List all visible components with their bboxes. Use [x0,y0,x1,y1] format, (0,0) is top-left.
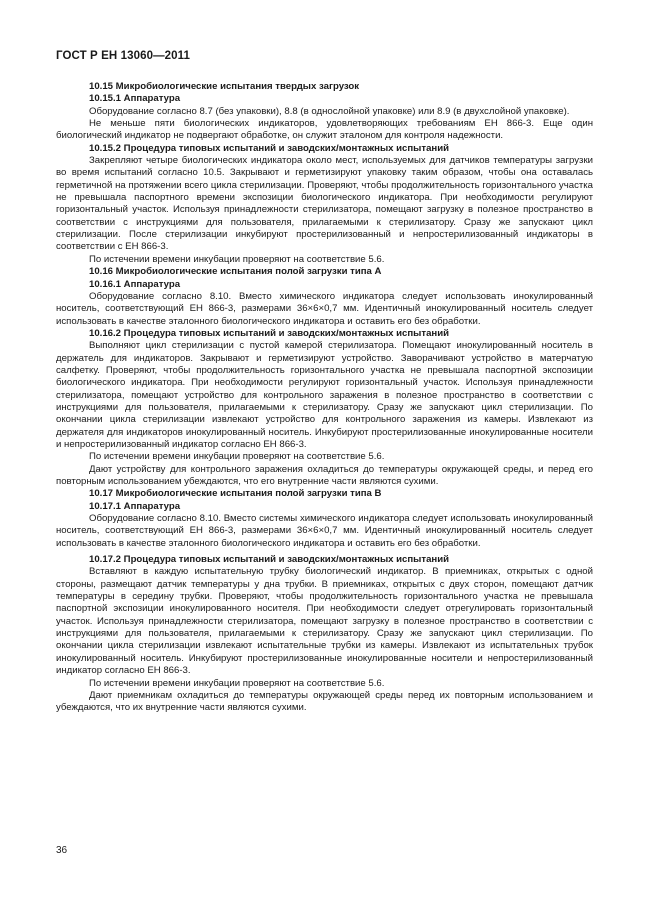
subsection-heading: 10.17.2 Процедура типовых испытаний и заводских/монтажных испытаний [89,554,449,566]
subsection-heading: 10.17.1 Аппаратура [89,500,181,512]
section-heading: 10.15 Микробиологические испытания твердых загрузок [89,81,360,92]
section-heading: 10.16 Микробиологические испытания полой загрузки типа А [89,266,382,278]
paragraph: Дают приемникам охладиться до температуры окружающей среды перед их повторным использованием и убеждаются, что их внутренние части являются сухими. [56,689,593,714]
subsection-heading: 10.15.2 Процедура типовых испытаний и заводских/монтажных испытаний [89,142,449,154]
standard-header: ГОСТ Р ЕН 13060—2011 [56,50,191,62]
paragraph: По истечении времени инкубации проверяют на соответствие 5.6. [89,677,385,689]
paragraph: Не меньше пяти биологических индикаторов, удовлетворяющих требованиям ЕН 866-3. Еще один биологический индикатор не подвергают обработке, он служит эталоном для контроля надежности. [56,118,593,142]
paragraph: Закрепляют четыре биологических индикатора около мест, используемых для датчиков температуры загрузки во время испытаний согласно 10.5. Закрывают и герметизируют упаковку таким образом, чтобы она оставалась герметичной на протяжении всего цикла стерилизации. Проверяют, чтобы продолжительность горизонтального участка не превышала паспортного времени экспозиции биологического индикатора. При необходимости регулируют горизонтальный участок. Используя принадлежности стерилизатора, помещают загрузку в полезное пространство в соответствии с инструкциями для пользователя, прилагаемыми к стерилизатору. Сразу же запускают цикл стерилизации. После стерилизации инкубируют простерилизованный и непростерилизованный индикаторы в соответствии с ЕН 866-3. [56,155,593,253]
document-body [56,81,593,715]
section-heading: 10.17 Микробиологические испытания полой загрузки типа В [89,488,382,500]
paragraph: Оборудование согласно 8.10. Вместо системы химического индикатора следует использовать инокулированный носитель, соответствующий ЕН 866-3, размерами 36×6×0,7 мм. Идентичный инокулированный носитель следует использовать в качестве эталонного биологического индикатора и оставить его без обработки. [56,513,593,549]
paragraph: Дают устройству для контрольного заражения охладиться до температуры окружающей среды, и перед его повторным использованием убеждаются, что его внутренние части являются сухими. [56,463,593,487]
paragraph: Оборудование согласно 8.7 (без упаковки), 8.8 (в однослойной упаковке) или 8.9 (в двухслойной упаковке). [89,105,570,117]
paragraph: Выполняют цикл стерилизации с пустой камерой стерилизатора. Помещают инокулированный носитель в держатель для индикаторов. Закрывают и герметизируют устройство. Заворачивают устройство в матерчатую салфетку. Проверяют, чтобы продолжительность горизонтального участка не превышала паспортной экспозиции биологического индикатора. При необходимости регулируют горизонтальный участок. Используя принадлежности стерилизатора, помещают устройство для контрольного заражения в полезное пространство в соответствии с инструкциями для пользователя, прилагаемыми к стерилизатору. Сразу же запускают цикл стерилизации. По окончании цикла стерилизации извлекают устройство для контрольного заражения из камеры. Извлекают из держателя для индикаторов инокулированный носитель. Инкубируют простерилизованные инокулированные носители и непростерилизованный индикатор согласно ЕН 866-3. [56,340,593,450]
page-number: 36 [56,845,68,856]
paragraph: Вставляют в каждую испытательную трубку биологический индикатор. В приемниках, открытых с одной стороны, размещают датчик температуры у дна трубки. В приемниках, открытых с двух сторон, помещают датчик температуры в середину трубки. Проверяют, чтобы продолжительность горизонтального участка не превышала паспортной экспозиции инокулированного носителя. При необходимости следует отрегулировать горизонтальный участок. Используя принадлежности стерилизатора, помещают загрузку в полезное пространство в соответствии с инструкциями для пользователя, прилагаемыми к стерилизатору. Сразу же запускают цикл стерилизации. По окончании цикла стерилизации извлекают испытательные трубки из камеры. Извлекают из испытательных трубок инокулированный носитель. Инкубируют простерилизованные инокулированные носители и непростерилизованный индикатор согласно ЕН 866-3. [56,566,593,677]
paragraph: По истечении времени инкубации проверяют на соответствие 5.6. [89,253,385,265]
paragraph: Оборудование согласно 8.10. Вместо химического индикатора следует использовать инокулированный носитель, соответствующий ЕН 866-3, размерами 36×6×0,7 мм. Идентичный инокулированный носитель следует использовать в качестве эталонного биологического индикатора и оставить его без обработки. [56,290,593,327]
subsection-heading: 10.16.1 Аппаратура [89,278,181,290]
paragraph: По истечении времени инкубации проверяют на соответствие 5.6. [89,451,385,463]
subsection-heading: 10.15.1 Аппаратура [89,93,181,105]
subsection-heading: 10.16.2 Процедура типовых испытаний и заводских/монтажных испытаний [89,327,449,339]
